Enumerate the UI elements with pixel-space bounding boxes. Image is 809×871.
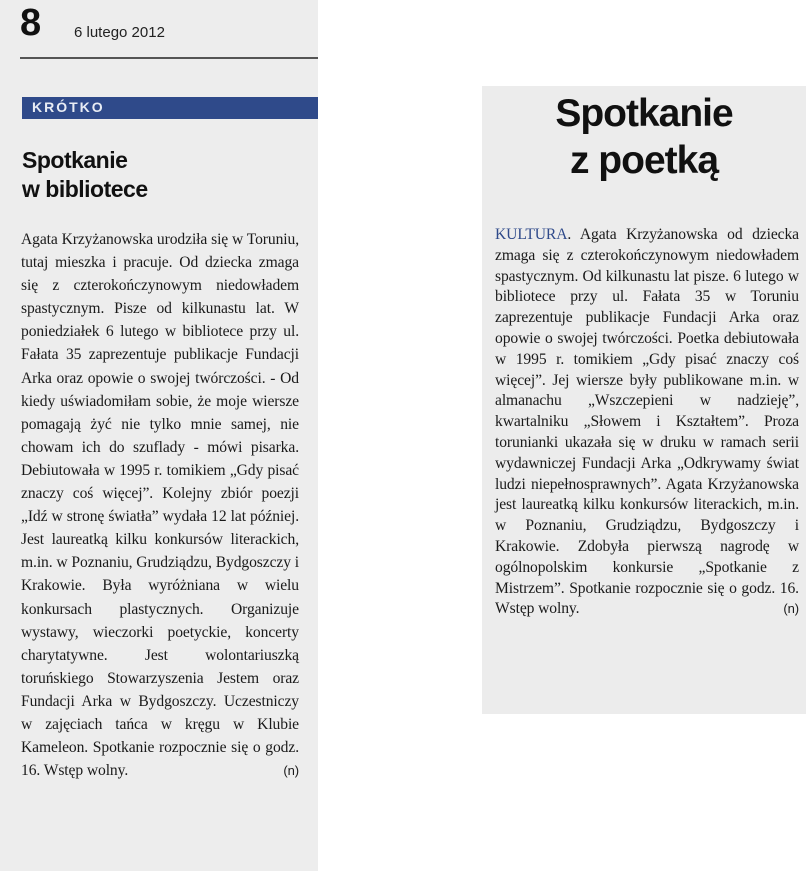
section-label: KRÓTKO <box>32 99 105 115</box>
right-clipping <box>482 86 806 714</box>
left-headline-line2: w bibliotece <box>22 176 148 202</box>
left-body-text: Agata Krzyżanowska urodziła się w Toruniu, tutaj mieszka i pracuje. Od dziecka zmaga się z czterokończynowym niedowładem spastycznym. Pisze od kilkunastu lat. W poniedziałek 6 lutego w bibliotece przy ul. Fałata 35 zaprezentuje publikacje Fundacji Arka oraz opowie o swojej twórczości. - Od kiedy uświadomiłam sobie, że moje wiersze pomagają żyć nie tylko mnie samej, nie chowam ich do szuflady - mówi pisarka. Debiutowała w 1995 r. tomikiem „Gdy pisać znaczy coś więcej”. Kolejny zbiór poezji „Idź w stronę światła” wydała 12 lat później. Jest laureatką kilku konkursów literackich, m.in. w Poznaniu, Grudziądzu, Bydgoszczy i Krakowie. Była wyróżniana w wielu konkursach plastycznych. Organizuje wystawy, wieczorki poetyckie, koncerty charytatywne. Jest wolontariuszką toruńskiego Stowarzyszenia Jestem oraz Fundacji Arka w Bydgoszczy. Uczestniczy w zajęciach tańca w kręgu w Klubie Kameleon. Spotkanie rozpocznie się o godz. 16. Wstęp wolny. <box>21 231 299 780</box>
category-tag: KULTURA <box>495 226 568 243</box>
right-headline-line2: z poetką <box>569 139 719 182</box>
right-author-sign: (n) <box>783 601 799 617</box>
right-body-text: . Agata Krzyżanowska od dziecka zmaga się z czterokończynowym niedowładem spastycznym. Od kilkunastu lat pisze. 6 lutego w bibliotece przy ul. Fałata 35 w Toruniu zaprezentuje publikacje Fundacji Arka oraz opowie o swojej twórczości. Poetka debiutowała w 1995 r. tomikiem „Gdy pisać znaczy coś więcej”. Jej wiersze były publikowane m.in. w almanachu „Wszczepieni w nadzieję”, kwartalniku „Słowem i Kształtem”. Proza torunianki ukazała się w druku w ramach serii wydawniczej Fundacji Arka „Odkrywamy świat ludzi niepełnosprawnych”. Agata Krzyżanowska jest laureatką kilku konkursów literackich, m.in. w Poznaniu, Grudziądzu, Bydgoszczy i Krakowie. Zdobyła pierwszą nagrodę w ogólnopolskim konkursie „Spotkanie z Mistrzem”. Spotkanie rozpocznie się o godz. 16. Wstęp wolny. <box>495 226 799 618</box>
page-number: 8 <box>20 2 42 44</box>
right-headline <box>482 90 806 184</box>
left-clipping <box>0 0 318 871</box>
left-headline-line1: Spotkanie <box>22 147 128 173</box>
issue-date: 6 lutego 2012 <box>74 24 165 41</box>
left-headline <box>22 146 312 204</box>
header-rule <box>20 57 318 59</box>
left-article-body <box>21 228 299 782</box>
right-article-body <box>495 225 799 620</box>
left-author-sign: (n) <box>283 763 299 779</box>
section-bar <box>22 97 318 119</box>
right-headline-line1: Spotkanie <box>555 92 733 135</box>
